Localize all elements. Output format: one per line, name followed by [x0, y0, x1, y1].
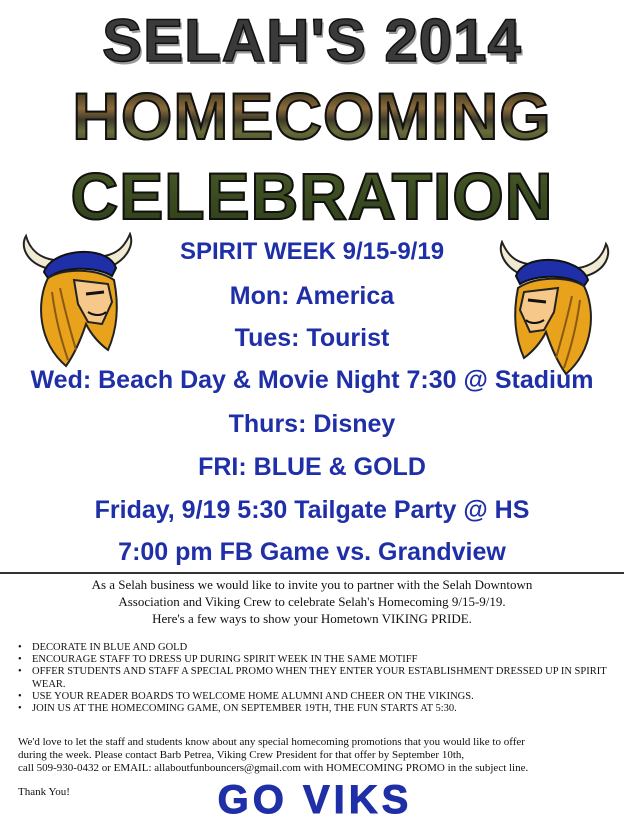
section-divider [0, 572, 624, 574]
bullet-icon: • [18, 690, 22, 702]
list-item-text: ENCOURAGE STAFF TO DRESS UP DURING SPIRIT WEEK IN THE SAME MOTIFF [32, 654, 418, 666]
spirit-day-thursday: Thurs: Disney [228, 410, 396, 438]
spirit-day-wednesday: Wed: Beach Day & Movie Night 7:30 @ Stadium [30, 366, 594, 394]
list-item [18, 642, 618, 654]
list-item-text: USE YOUR READER BOARDS TO WELCOME HOME ALUMNI AND CHEER ON THE VIKINGS. [32, 690, 474, 702]
spirit-week-heading: SPIRIT WEEK 9/15-9/19 [179, 238, 445, 265]
invitation-line: As a Selah business we would like to invite you to partner with the Selah Downtown [91, 577, 533, 592]
invitation-line: Here's a few ways to show your Hometown VIKING PRIDE. [152, 611, 472, 626]
contact-line: during the week. Please contact Barb Petrea, Viking Crew President for that offer by September 10th, [18, 749, 465, 761]
suggestion-list [18, 642, 618, 715]
contact-paragraph [18, 736, 616, 775]
contact-line: call 509-930-0432 or EMAIL: allaboutfunbouncers@gmail.com with HOMECOMING PROMO in the subject line. [18, 762, 529, 774]
bullet-icon: • [18, 642, 22, 653]
spirit-day-tuesday: Tues: Tourist [234, 324, 390, 352]
list-item [18, 666, 618, 690]
football-game-line: 7:00 pm FB Game vs. Grandview [118, 538, 506, 566]
contact-line: We'd love to let the staff and students know about any special homecoming promotions that you would like to offer [18, 736, 525, 748]
bullet-icon: • [18, 703, 22, 715]
thank-you-text: Thank You! [18, 786, 70, 798]
go-viks-slogan: GO VIKS [217, 778, 413, 822]
spirit-day-friday: FRI: BLUE & GOLD [198, 453, 426, 481]
title-line-3: CELEBRATION [0, 158, 624, 234]
invitation-line: Association and Viking Crew to celebrate Selah's Homecoming 9/15-9/19. [118, 594, 506, 609]
spirit-day-monday: Mon: America [229, 282, 395, 310]
title-line-2: HOMECOMING [0, 78, 624, 154]
list-item [18, 691, 618, 703]
invitation-paragraph [8, 576, 616, 627]
list-item-text: OFFER STUDENTS AND STAFF A SPECIAL PROMO WHEN THEY ENTER YOUR ESTABLISHMENT DRESSED UP IN SPIRIT WEAR. [32, 666, 607, 690]
list-item-text: JOIN US AT THE HOMECOMING GAME, ON SEPTEMBER 19TH, THE FUN STARTS AT 5:30. [32, 703, 457, 715]
list-item [18, 703, 618, 715]
bullet-icon: • [18, 666, 22, 678]
title-line-1: SELAH'S 2014 [102, 7, 522, 74]
list-item-text: DECORATE IN BLUE AND GOLD [32, 642, 188, 653]
bullet-icon: • [18, 654, 22, 666]
list-item [18, 654, 618, 666]
tailgate-party-line: Friday, 9/19 5:30 Tailgate Party @ HS [94, 496, 530, 524]
